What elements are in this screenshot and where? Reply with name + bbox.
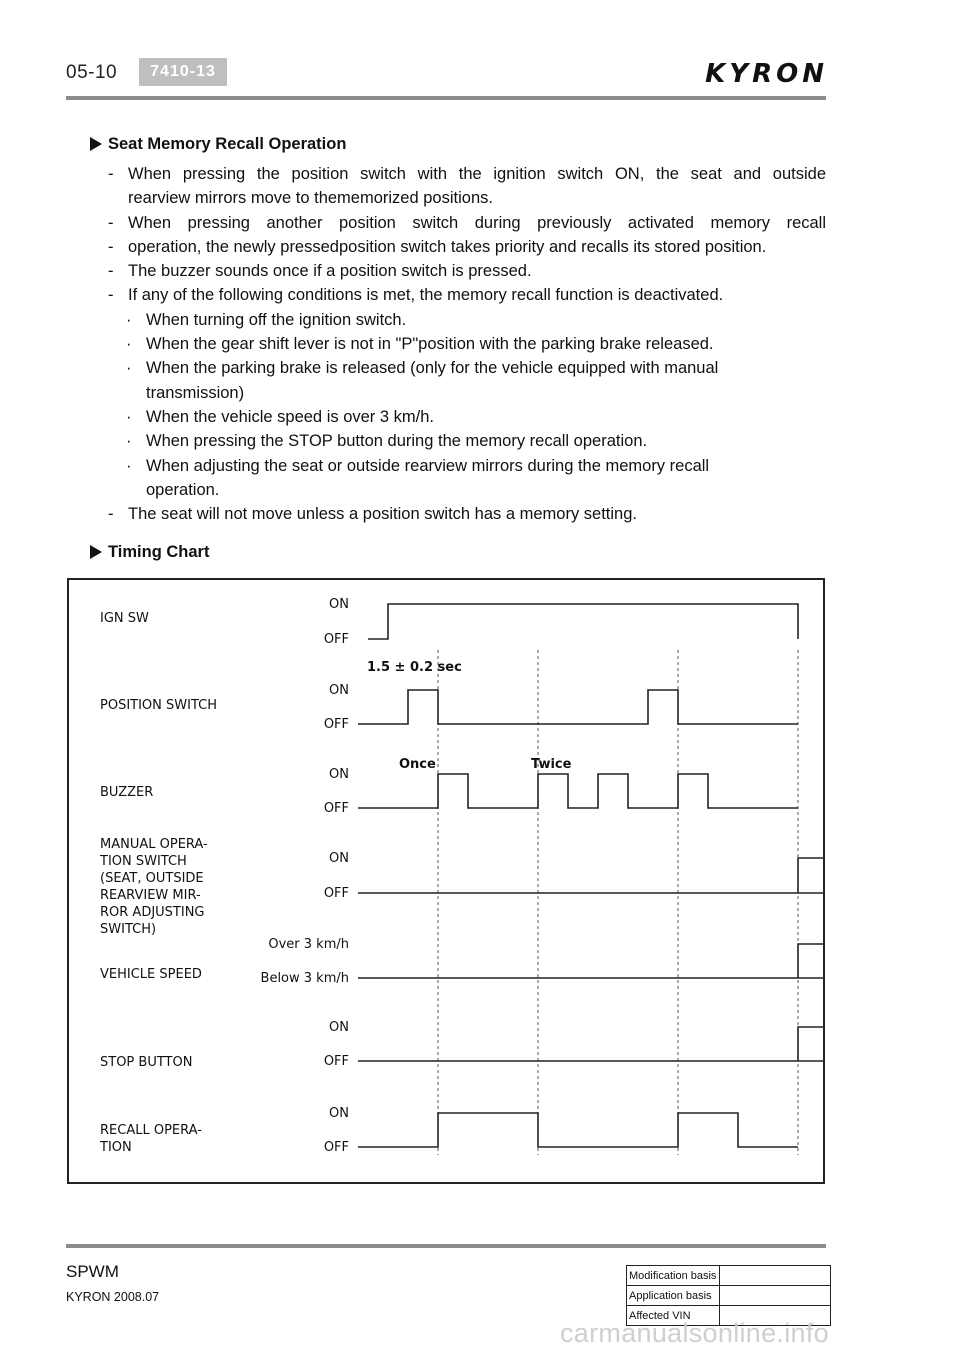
signal-high-label: Over 3 km/h	[268, 937, 349, 952]
footer-rule	[66, 1244, 826, 1248]
footer-manual-code: SPWM	[66, 1262, 119, 1281]
signal-name-label: TION	[100, 1140, 132, 1155]
section-code-badge: 7410-13	[139, 58, 227, 86]
signal-waveform	[368, 604, 798, 639]
list-item-text: operation, the newly pressedposition switch takes priority and recalls its stored position.	[128, 237, 767, 256]
header-rule	[66, 96, 826, 100]
recall-section-heading	[90, 135, 346, 154]
condition-item	[108, 332, 826, 356]
signal-name-label: MANUAL OPERA-	[100, 837, 208, 852]
condition-text: When the vehicle speed is over 3 km/h.	[146, 407, 434, 426]
list-item-text: If any of the following conditions is met, the memory recall function is deactivated.	[128, 286, 724, 305]
twice-annotation: Twice	[531, 757, 572, 772]
footer-model-date: KYRON 2008.07	[66, 1290, 160, 1304]
list-item	[108, 162, 826, 186]
signal-name-label: ROR ADJUSTING	[100, 905, 205, 920]
signal-high-label: ON	[329, 1106, 349, 1121]
signal-name-label: VEHICLE SPEED	[100, 967, 202, 982]
signal-low-label: OFF	[323, 886, 349, 901]
signal-low-label: OFF	[323, 717, 349, 732]
signal-waveform	[358, 1113, 798, 1147]
triangle-bullet-icon	[90, 545, 102, 559]
dash-mark: -	[108, 286, 114, 305]
condition-text: When the parking brake is released (only for the vehicle equipped with manual	[146, 359, 719, 378]
table-row	[627, 1286, 831, 1306]
middot-mark: ·	[126, 359, 132, 378]
signal-waveform	[358, 858, 823, 893]
recall-description-list	[108, 162, 826, 526]
condition-item	[108, 308, 826, 332]
signal-high-label: ON	[329, 683, 349, 698]
condition-item	[108, 429, 826, 453]
signal-high-label: ON	[329, 597, 349, 612]
signal-waveform	[358, 944, 823, 978]
list-item-text: When pressing another position switch during previously activated memory recall	[128, 213, 826, 232]
dash-mark: -	[108, 505, 114, 524]
signal-waveform	[358, 690, 798, 724]
signal-name-label: POSITION SWITCH	[100, 698, 217, 713]
basis-label: Affected VIN	[627, 1306, 720, 1326]
signal-high-label: ON	[329, 1020, 349, 1035]
page-number: 05-10	[66, 62, 118, 83]
condition-item	[108, 405, 826, 429]
signal-name-label: TION SWITCH	[100, 854, 187, 869]
condition-text: When adjusting the seat or outside rearview mirrors during the memory recall	[146, 456, 710, 475]
condition-continuation: transmission)	[146, 383, 245, 402]
condition-item	[108, 356, 826, 380]
signal-waveform	[358, 774, 798, 808]
signal-name-label: BUZZER	[100, 785, 154, 800]
condition-text: When turning off the ignition switch.	[146, 310, 407, 329]
timing-chart-frame	[67, 578, 825, 1184]
condition-text: When pressing the STOP button during the memory recall operation.	[146, 432, 648, 451]
middot-mark: ·	[126, 335, 132, 354]
brand-logo: KYRON	[705, 59, 828, 89]
middot-mark: ·	[126, 310, 132, 329]
condition-item	[108, 454, 826, 478]
delay-annotation: 1.5 ± 0.2 sec	[367, 660, 462, 675]
dash-mark: -	[108, 262, 114, 281]
revision-basis-table	[626, 1265, 831, 1326]
list-item-text: The seat will not move unless a position switch has a memory setting.	[128, 505, 637, 524]
signal-name-label: (SEAT, OUTSIDE	[100, 871, 204, 886]
signal-low-label: Below 3 km/h	[260, 971, 349, 986]
timing-section-heading	[90, 543, 209, 562]
condition-continuation: operation.	[146, 480, 220, 499]
table-row	[627, 1266, 831, 1286]
timing-chart	[69, 580, 823, 1182]
condition-text: When the gear shift lever is not in "P"position with the parking brake released.	[146, 335, 714, 354]
timing-title: Timing Chart	[108, 543, 210, 561]
signal-low-label: OFF	[323, 1140, 349, 1155]
signal-name-label: RECALL OPERA-	[100, 1123, 202, 1138]
signal-high-label: ON	[329, 851, 349, 866]
signal-name-label: IGN SW	[100, 611, 149, 626]
watermark: carmanualsonline.info	[560, 1318, 829, 1348]
list-item-text: When pressing the position switch with the ignition switch ON, the seat and outside	[128, 165, 826, 183]
list-item-text: The buzzer sounds once if a position switch is pressed.	[128, 262, 532, 281]
dash-mark: -	[108, 237, 114, 256]
signal-name-label: SWITCH)	[100, 922, 157, 937]
signal-high-label: ON	[329, 767, 349, 782]
basis-label: Modification basis	[627, 1266, 720, 1286]
triangle-bullet-icon	[90, 137, 102, 151]
list-item	[108, 235, 826, 259]
list-item	[108, 259, 826, 283]
list-item	[108, 283, 826, 307]
list-item	[108, 211, 826, 235]
middot-mark: ·	[126, 456, 132, 475]
middot-mark: ·	[126, 407, 132, 426]
signal-low-label: OFF	[323, 1054, 349, 1069]
signal-waveform	[358, 1027, 823, 1061]
middot-mark: ·	[126, 432, 132, 451]
basis-value	[720, 1266, 831, 1286]
once-annotation: Once	[399, 757, 436, 772]
dash-mark: -	[108, 213, 114, 232]
recall-title: Seat Memory Recall Operation	[108, 135, 347, 153]
signal-name-label: STOP BUTTON	[100, 1055, 193, 1070]
list-item-continuation: rearview mirrors move to thememorized positions.	[128, 189, 493, 208]
dash-mark: -	[108, 165, 114, 183]
basis-label: Application basis	[627, 1286, 720, 1306]
signal-low-label: OFF	[323, 801, 349, 816]
basis-value	[720, 1286, 831, 1306]
signal-low-label: OFF	[323, 632, 349, 647]
list-item	[108, 502, 826, 526]
signal-name-label: REARVIEW MIR-	[100, 888, 201, 903]
